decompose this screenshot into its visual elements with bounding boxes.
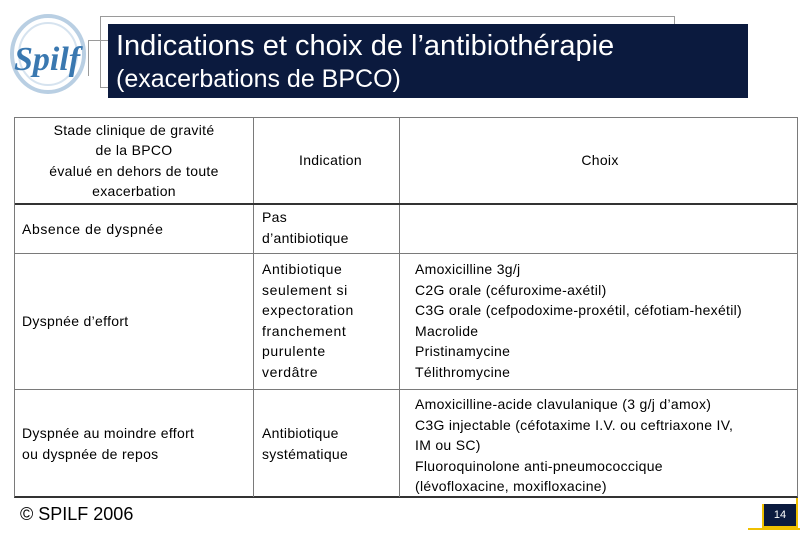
header-indication: Indication <box>253 118 399 203</box>
page-badge-accent <box>796 498 798 530</box>
header-stade: Stade clinique de gravité de la BPCO évalué en dehors de toute exacerbation <box>49 121 219 199</box>
title-banner <box>108 24 748 98</box>
cell-choix <box>399 205 797 253</box>
page-badge-accent <box>748 528 800 530</box>
page-number: 14 <box>762 504 796 528</box>
page-title: Indications et choix de l’antibiothérapie <box>116 30 615 62</box>
page-subtitle: (exacerbations de BPCO) <box>116 65 401 93</box>
cell-choix: Amoxicilline 3g/j C2G orale (céfuroxime-axétil) C3G orale (cefpodoxime-proxétil, céfotiam-hexétil) Macrolide Pristinamycine Télithromycine <box>399 254 797 389</box>
cell-stade: Absence de dyspnée <box>22 220 164 237</box>
cell-indication: Pas d’antibiotique <box>253 205 399 253</box>
cell-stade: Dyspnée d’effort <box>22 313 129 330</box>
cell-indication: Antibiotique seulement si expectoration franchement purulente verdâtre <box>253 254 399 389</box>
table-row <box>15 254 797 390</box>
spilf-logo <box>4 8 92 100</box>
table-row <box>15 205 797 254</box>
table-header-row <box>15 118 797 205</box>
cell-indication: Antibiotique systématique <box>253 390 399 497</box>
copyright: © SPILF 2006 <box>20 504 134 524</box>
cell-choix: Amoxicilline-acide clavulanique (3 g/j d’amox) C3G injectable (céfotaxime I.V. ou ceftriaxone IV, IM ou SC) Fluoroquinolone anti-pneumococcique (lévofloxacine, moxifloxacine) <box>399 390 797 497</box>
antibiotic-table <box>14 117 798 498</box>
cell-stade: Dyspnée au moindre effort ou dyspnée de repos <box>22 425 195 462</box>
title-decoration-line <box>88 40 110 76</box>
header-choix: Choix <box>399 118 797 203</box>
logo-text: Spilf <box>14 41 81 78</box>
table-row <box>15 390 797 497</box>
